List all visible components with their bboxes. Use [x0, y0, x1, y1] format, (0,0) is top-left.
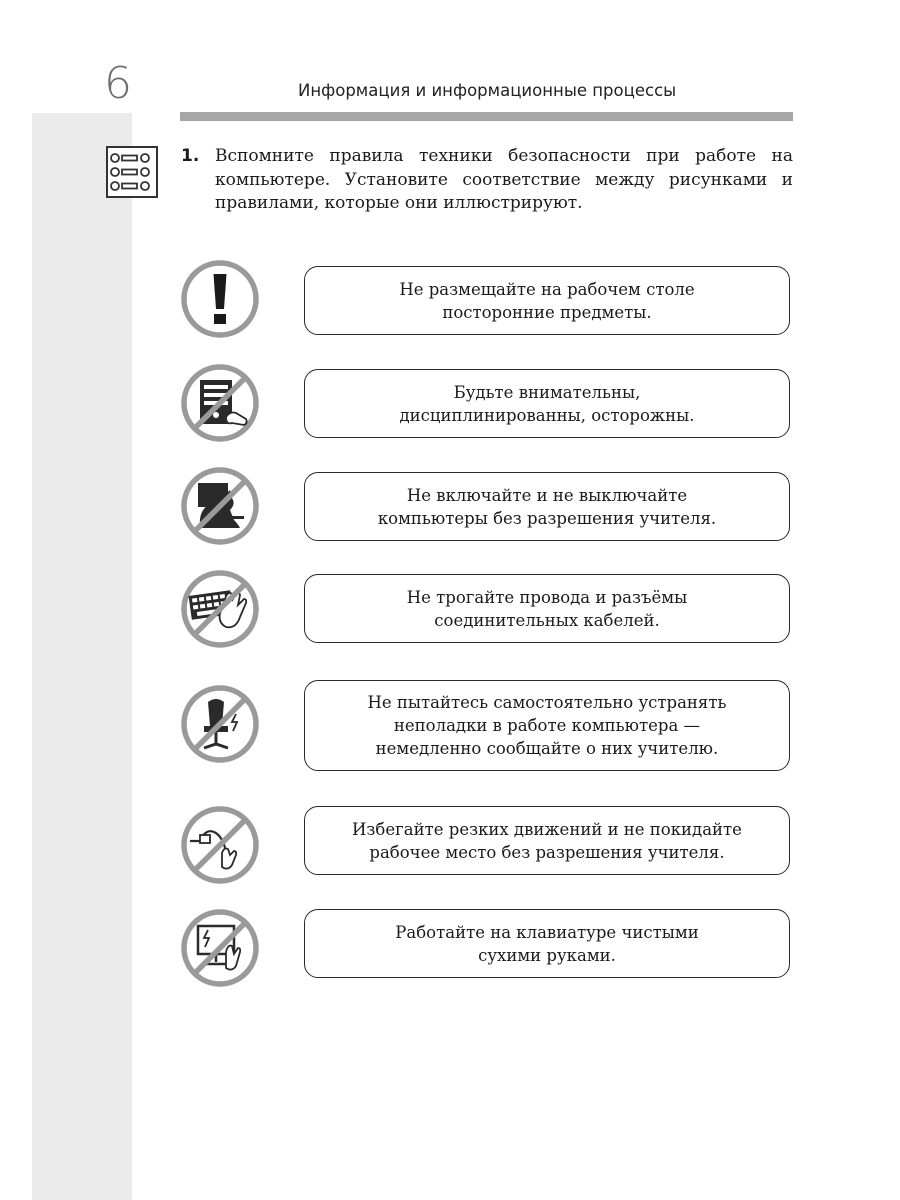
rule-line: немедленно сообщайте о них учителю. — [375, 739, 719, 758]
header-rule — [180, 112, 793, 121]
rule-line: посторонние предметы. — [442, 302, 652, 322]
no-touching-monitor-back-icon — [180, 363, 260, 443]
rule-line: компьютеры без разрешения учителя. — [377, 508, 717, 528]
rule-line: Не включайте и не выключайте — [406, 485, 688, 505]
rule-line: рабочее место без разрешения учителя. — [369, 842, 725, 862]
task-type-icon — [106, 146, 158, 198]
rule-box — [304, 909, 790, 978]
margin-strip — [32, 113, 132, 1200]
rule-line: Будьте внимательны, — [453, 382, 641, 402]
no-pets-at-computer-icon — [180, 466, 260, 546]
exclamation-sign-icon — [180, 259, 260, 339]
rule-line: Не размещайте на рабочем столе — [399, 279, 695, 299]
rule-box — [304, 266, 790, 335]
rule-line: соединительных кабелей. — [434, 610, 660, 630]
rule-box — [304, 472, 790, 541]
page-number: 6 — [104, 58, 132, 109]
rule-line: Работайте на клавиатуре чистыми — [395, 922, 699, 942]
rule-line: дисциплинированны, осторожны. — [399, 405, 695, 425]
rule-line: Избегайте резких движений и не покидайте — [352, 819, 742, 839]
rule-line: сухими руками. — [478, 945, 616, 965]
rule-line: неполадки в работе компьютера — — [393, 716, 701, 735]
no-touching-screen-icon — [180, 908, 260, 988]
rule-line: Не трогайте провода и разъёмы — [406, 587, 688, 607]
no-touching-cables-icon — [180, 805, 260, 885]
rule-box — [304, 369, 790, 438]
task-text: Вспомните правила техники безопасности при работе на компьютере. Установите соответствие между рисунками и правилами, которые они иллюстрируют. — [215, 146, 793, 213]
running-title: Информация и информационные процессы — [298, 81, 677, 100]
rule-line: Не пытайтесь самостоятельно устранять — [367, 693, 727, 712]
no-wet-hands-keyboard-icon — [180, 569, 260, 649]
rule-box — [304, 680, 790, 771]
no-leaving-chair-icon — [180, 684, 260, 764]
rule-box — [304, 806, 790, 875]
rule-box — [304, 574, 790, 643]
task-number: 1. — [181, 146, 200, 166]
